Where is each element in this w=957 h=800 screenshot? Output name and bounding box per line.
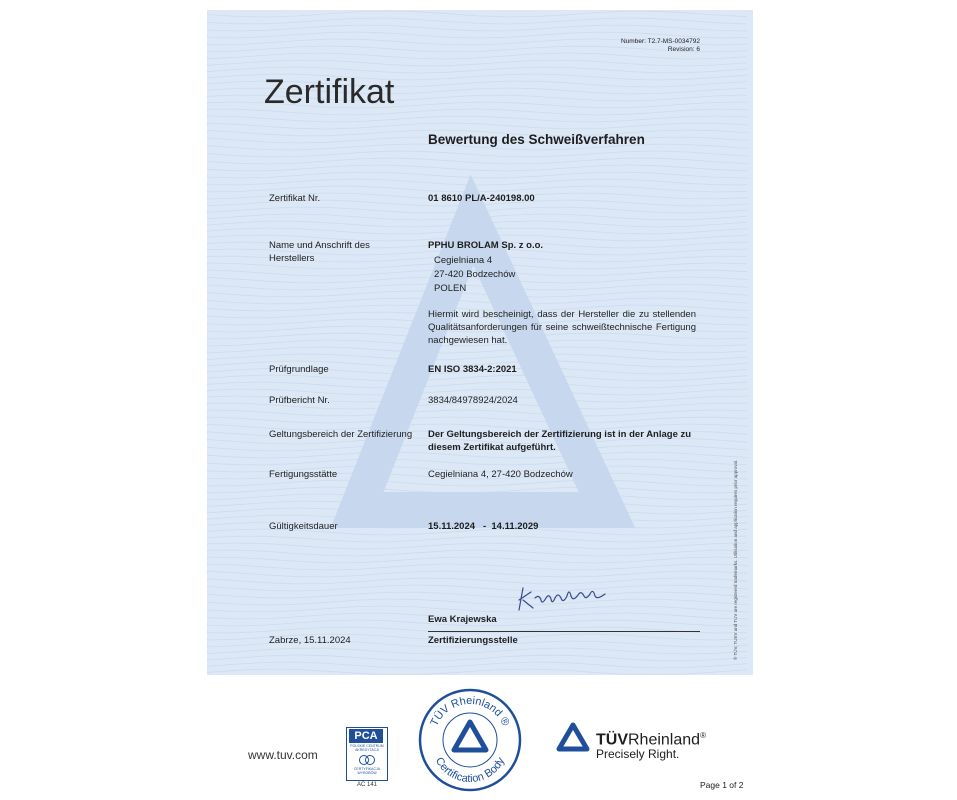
tuv-brand-bold: TÜV xyxy=(596,731,628,749)
pca-logo-text: PCA xyxy=(349,729,383,743)
basis-label: Prüfgrundlage xyxy=(269,364,329,375)
manufacturer-street: Cegielniana 4 xyxy=(434,255,493,266)
report-label: Prüfbericht Nr. xyxy=(269,395,330,406)
signature-line xyxy=(428,631,700,632)
document-number: Number: T2.7-MS-0034792 xyxy=(620,38,700,45)
manufacturer-country: POLEN xyxy=(434,283,467,294)
tuv-brand-reg: ® xyxy=(700,731,706,740)
validity-label: Gültigkeitsdauer xyxy=(269,521,338,532)
manufacturer-name: PPHU BROLAM Sp. z o.o. xyxy=(428,240,544,251)
pca-rings-icon xyxy=(358,754,376,766)
scope-value-2: diesem Zertifikat aufgeführt. xyxy=(428,442,556,453)
document-revision: Revision: 6 xyxy=(667,46,700,53)
tuv-tagline: Precisely Right. xyxy=(596,747,680,761)
manufacturer-city: 27-420 Bodzechów xyxy=(434,269,516,280)
report-value: 3834/84978924/2024 xyxy=(428,395,518,406)
tuv-triangle-icon xyxy=(556,722,590,752)
cert-body-label: Zertifizierungsstelle xyxy=(428,635,518,646)
cert-no-label: Zertifikat Nr. xyxy=(269,193,321,204)
signatory-name: Ewa Krajewska xyxy=(428,614,497,625)
pca-sub-3: CERTYFIKACJA xyxy=(353,767,381,771)
statement-text: Hiermit wird bescheinigt, dass der Hersteller die zu stellenden Qualitätsanforderungen für seine schweißtechnische Fertigung nachgewiesen hat. xyxy=(428,309,696,346)
scope-label: Geltungsbereich der Zertifizierung xyxy=(269,429,413,440)
signature xyxy=(515,578,625,622)
certification-seal xyxy=(418,688,522,792)
validity-value: 15.11.2024 - 14.11.2029 xyxy=(428,521,539,532)
trademark-note: ® TÜV, TUEV and TUV are registered trademarks. Utilisation and application requires prior approval. xyxy=(733,459,738,660)
website-link[interactable]: www.tuv.com xyxy=(248,748,318,762)
cert-no-value: 01 8610 PL/A-240198.00 xyxy=(428,193,535,204)
page-subtitle: Bewertung des Schweißverfahren xyxy=(428,132,645,147)
pca-sub-4: WYROBÓW xyxy=(357,771,377,775)
seal-top-text: TÜV Rheinland ® xyxy=(428,694,512,729)
tuv-brand-rest: Rheinland xyxy=(628,731,701,749)
page-indicator: Page 1 of 2 xyxy=(700,780,744,790)
site-value: Cegielniana 4, 27-420 Bodzechów xyxy=(428,469,573,480)
pca-code: AC 141 xyxy=(356,782,377,788)
pca-sub-1: POLSKIE CENTRUM xyxy=(350,744,384,748)
manufacturer-label-2: Herstellers xyxy=(269,253,315,264)
site-label: Fertigungsstätte xyxy=(269,469,338,480)
basis-value: EN ISO 3834-2:2021 xyxy=(428,364,517,375)
pca-logo xyxy=(346,727,388,789)
pca-sub-2: AKREDYTACJI xyxy=(355,748,379,752)
scope-value-1: Der Geltungsbereich der Zertifizierung ist in der Anlage zu xyxy=(428,429,692,440)
place-date: Zabrze, 15.11.2024 xyxy=(269,635,351,646)
manufacturer-label-1: Name und Anschrift des xyxy=(269,240,370,251)
seal-bottom-text: Certification Body xyxy=(432,755,508,786)
page-title: Zertifikat xyxy=(264,73,395,111)
